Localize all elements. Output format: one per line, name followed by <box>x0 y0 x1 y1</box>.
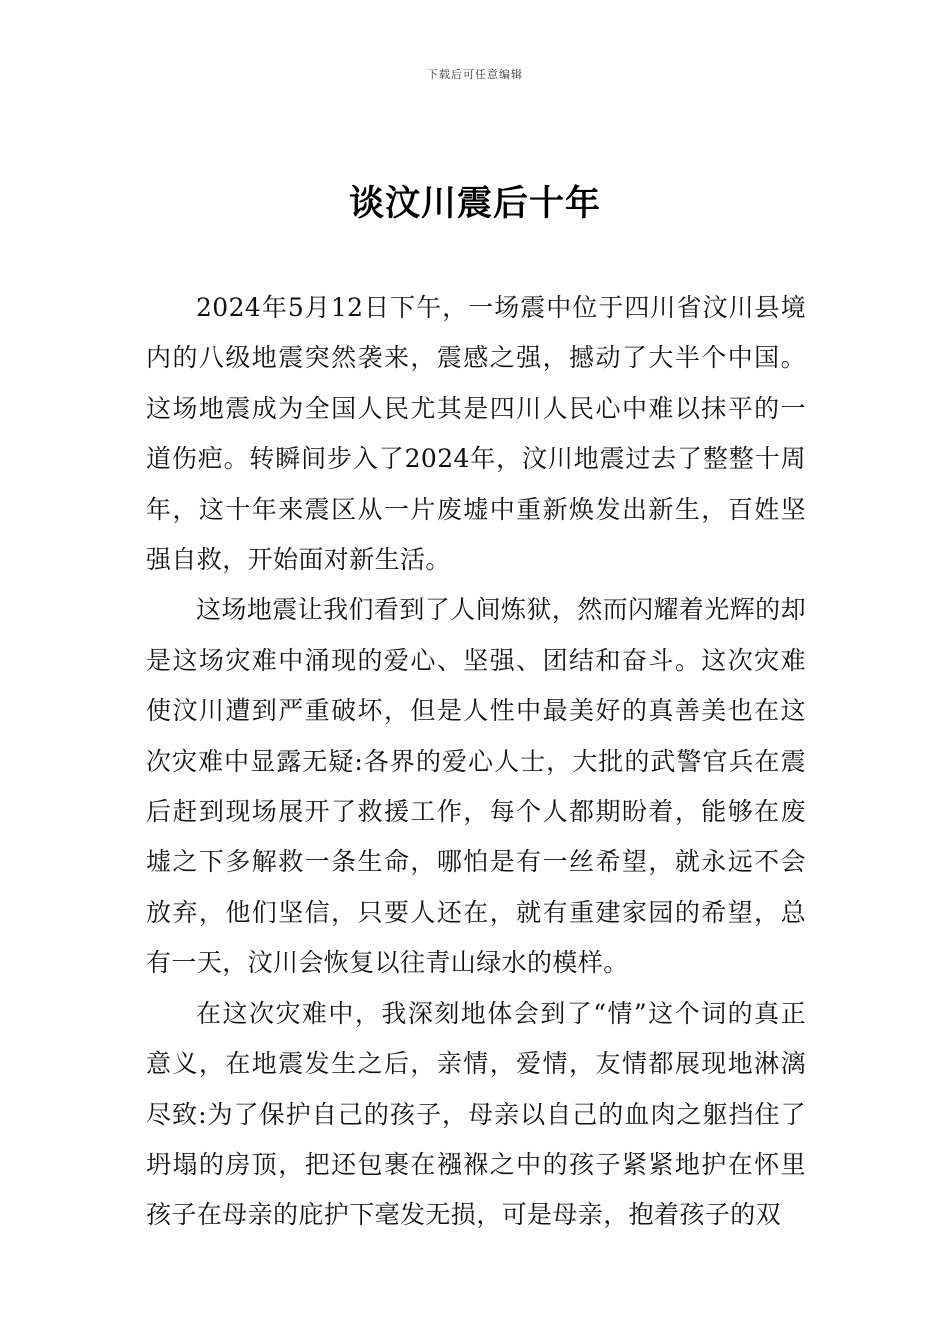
document-title: 谈汶川震后十年 <box>348 183 601 224</box>
document-body <box>146 283 806 1241</box>
paragraph-3: 在这次灾难中，我深刻地体会到了“情”这个词的真正意义，在地震发生之后，亲情，爱情，友情都展现地淋漓尽致:为了保护自己的孩子，母亲以自己的血肉之躯挡住了坍塌的房顶，把还包裹在襁褓之中的孩子紧紧地护在怀里孩子在母亲的庇护下毫发无损，可是母亲，抱着孩子的双 <box>146 998 806 1230</box>
page-header-note: 下载后可任意编辑 <box>427 68 523 81</box>
paragraph-2: 这场地震让我们看到了人间炼狱，然而闪耀着光辉的却是这场灾难中涌现的爱心、坚强、团结和奋斗。这次灾难使汶川遭到严重破坏，但是人性中最美好的真善美也在这次灾难中显露无疑:各界的爱心人士，大批的武警官兵在震后赶到现场展开了救援工作，每个人都期盼着，能够在废墟之下多解救一条生命，哪怕是有一丝希望，就永远不会放弃，他们坚信，只要人还在，就有重建家园的希望，总有一天，汶川会恢复以往青山绿水的模样。 <box>146 595 806 978</box>
paragraph-1: 2024年5月12日下午，一场震中位于四川省汶川县境内的八级地震突然袭来，震感之强，撼动了大半个中国。这场地震成为全国人民尤其是四川人民心中难以抹平的一道伤疤。转瞬间步入了2024年，汶川地震过去了整整十周年，这十年来震区从一片废墟中重新焕发出新生，百姓坚强自救，开始面对新生活。 <box>146 293 806 575</box>
